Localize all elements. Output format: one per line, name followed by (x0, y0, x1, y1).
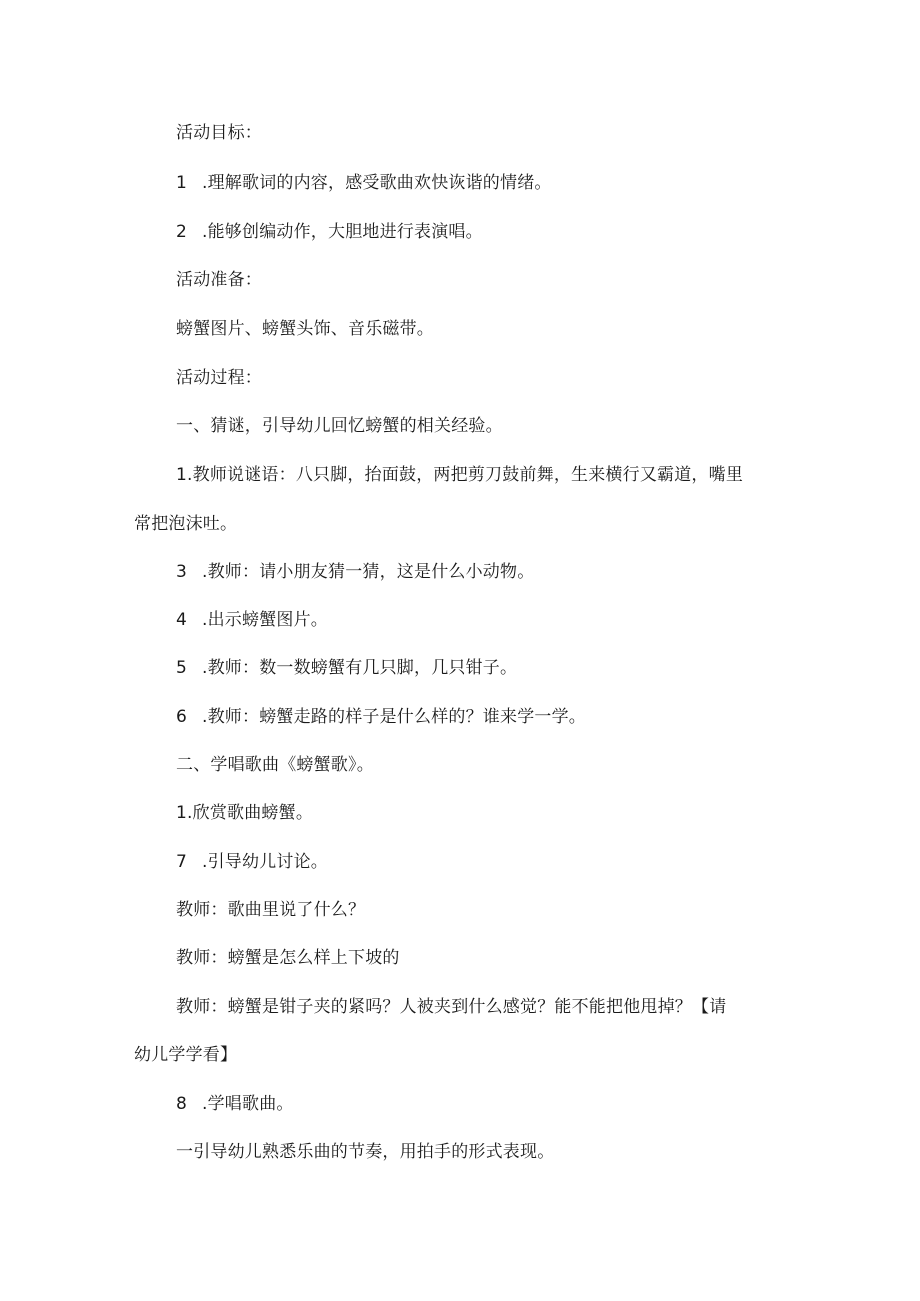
riddle-step-6: 6 .教师：螃蟹走路的样子是什么样的？谁来学一学。 (176, 707, 587, 727)
section-one-title: 一、猜谜，引导幼儿回忆螃蟹的相关经验。 (176, 416, 503, 436)
preparation-materials: 螃蟹图片、螃蟹头饰、音乐磁带。 (176, 319, 434, 339)
goal-item-1: 1 .理解歌词的内容，感受歌曲欢快诙谐的情绪。 (176, 173, 552, 193)
teacher-question-2: 教师：螃蟹是怎么样上下坡的 (176, 948, 400, 968)
song-step-7: 7 .引导幼儿讨论。 (176, 852, 329, 872)
teacher-question-1: 教师：歌曲里说了什么？ (176, 900, 366, 920)
goal-item-2: 2 .能够创编动作，大胆地进行表演唱。 (176, 222, 483, 242)
song-step-8: 8 .学唱歌曲。 (176, 1094, 294, 1114)
section-two-title: 二、学唱歌曲《螃蟹歌》。 (176, 755, 374, 775)
riddle-step-1-continued: 常把泡沫吐。 (134, 514, 238, 534)
riddle-step-5: 5 .教师：数一数螃蟹有几只脚，几只钳子。 (176, 658, 518, 678)
teacher-question-3: 教师：螃蟹是钳子夹的紧吗？人被夹到什么感觉？能不能把他甩掉？【请 (176, 997, 727, 1017)
riddle-step-1: 1.教师说谜语：八只脚，抬面鼓，两把剪刀鼓前舞，生来横行又霸道，嘴里 (176, 465, 744, 485)
song-step-1: 1.欣赏歌曲螃蟹。 (176, 803, 314, 823)
rhythm-guidance: 一引导幼儿熟悉乐曲的节奏，用拍手的形式表现。 (176, 1142, 555, 1162)
teacher-question-3-continued: 幼儿学学看】 (134, 1045, 238, 1065)
riddle-step-4: 4 .出示螃蟹图片。 (176, 610, 329, 630)
heading-activity-goals: 活动目标： (176, 123, 262, 143)
riddle-step-3: 3 .教师：请小朋友猜一猜，这是什么小动物。 (176, 562, 535, 582)
heading-activity-process: 活动过程： (176, 368, 262, 388)
heading-activity-preparation: 活动准备： (176, 270, 262, 290)
